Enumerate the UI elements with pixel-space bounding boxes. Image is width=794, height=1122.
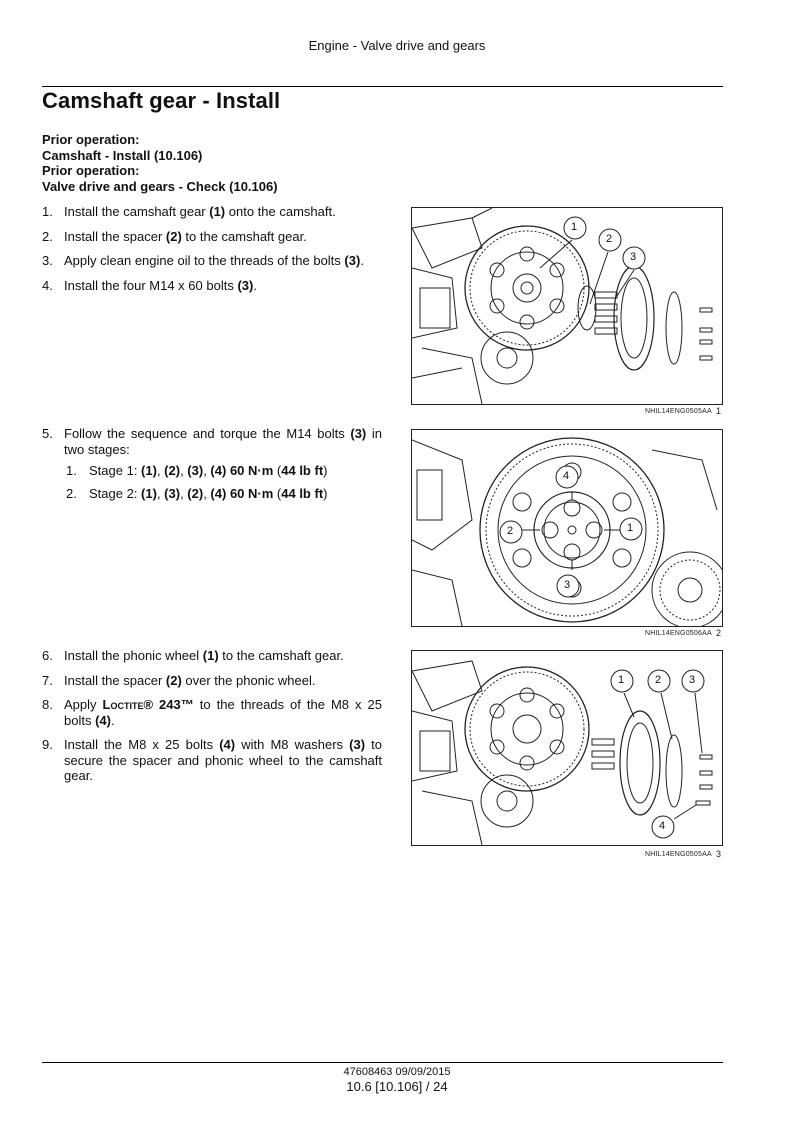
step-2: 2. Install the spacer (2) to the camshaft gear. — [42, 228, 307, 244]
prior-operations — [42, 132, 278, 194]
figure-2-callout: 4 — [563, 470, 570, 482]
step-5: 5. Follow the sequence and torque the M14 bolts (3) in two stages: 1. Stage 1: (1), (2), (3), (4) 60 N·m (44 lb ft) 2. Stage 2: (1), (3), (2), (4) 60 N·m (44 lb ft) — [42, 426, 382, 501]
step-1: 1. Install the camshaft gear (1) onto the camshaft. — [42, 204, 336, 219]
step-6: 6. Install the phonic wheel (1) to the camshaft gear. — [42, 648, 344, 663]
figure-2-illustration — [412, 430, 722, 626]
figure-3 — [411, 650, 723, 846]
figure-2-callout: 2 — [507, 525, 514, 537]
footer-rule — [42, 1062, 723, 1063]
figure-2 — [411, 429, 723, 627]
step-8: 8. Apply Loctite® 243™ to the threads of the M8 x 25 bolts (4). — [42, 697, 382, 728]
header-rule — [42, 86, 723, 87]
step-7: 7. Install the spacer (2) over the phonic wheel. — [42, 672, 316, 688]
steps-group-3 — [42, 648, 382, 793]
prior-operation-ref: Camshaft - Install (10.106) — [42, 147, 203, 163]
running-header: Engine - Valve drive and gears — [308, 38, 486, 53]
figure-3-illustration — [412, 651, 722, 845]
figure-2-number: 2 — [716, 628, 722, 638]
figure-1-number: 1 — [716, 406, 722, 416]
steps-group-2 — [42, 426, 382, 510]
step-5-substeps — [64, 463, 382, 501]
prior-operation-ref: Valve drive and gears - Check (10.106) — [42, 178, 278, 194]
figure-1-code: NHIL14ENG0505AA — [645, 408, 712, 415]
figure-1-illustration — [412, 208, 722, 404]
figure-3-code: NHIL14ENG0505AA — [645, 851, 712, 858]
footer-page-number: 10.6 [10.106] / 24 — [346, 1079, 448, 1094]
figure-2-callout: 1 — [627, 522, 634, 534]
figure-2-callout: 3 — [564, 579, 571, 591]
figure-2-code: NHIL14ENG0506AA — [645, 630, 712, 637]
figure-3-callout: 1 — [618, 674, 625, 686]
page-title: Camshaft gear - Install — [42, 88, 281, 113]
substep-stage-1: 1. Stage 1: (1), (2), (3), (4) 60 N·m (44 lb ft) — [66, 463, 328, 478]
figure-3-callout: 2 — [655, 674, 662, 686]
footer-doc-id: 47608463 09/09/2015 — [343, 1066, 451, 1078]
step-3: 3. Apply clean engine oil to the threads of the bolts (3). — [42, 253, 364, 268]
substep-stage-2: 2. Stage 2: (1), (3), (2), (4) 60 N·m (44 lb ft) — [66, 485, 328, 501]
figure-1-callout: 2 — [606, 233, 613, 245]
figure-1-callout: 3 — [630, 251, 637, 263]
prior-operation-label: Prior operation: — [42, 163, 140, 178]
figure-3-number: 3 — [716, 849, 722, 859]
figure-3-callout: 4 — [659, 820, 666, 832]
step-4: 4. Install the four M14 x 60 bolts (3). — [42, 277, 257, 293]
figure-1-callout: 1 — [571, 221, 578, 233]
prior-operation-label: Prior operation: — [42, 132, 140, 147]
figure-3-callout: 3 — [689, 674, 696, 686]
steps-group-1 — [42, 204, 382, 302]
step-9: 9. Install the M8 x 25 bolts (4) with M8 washers (3) to secure the spacer and phonic wheel to the camshaft gear. — [42, 737, 382, 783]
figure-1 — [411, 207, 723, 405]
